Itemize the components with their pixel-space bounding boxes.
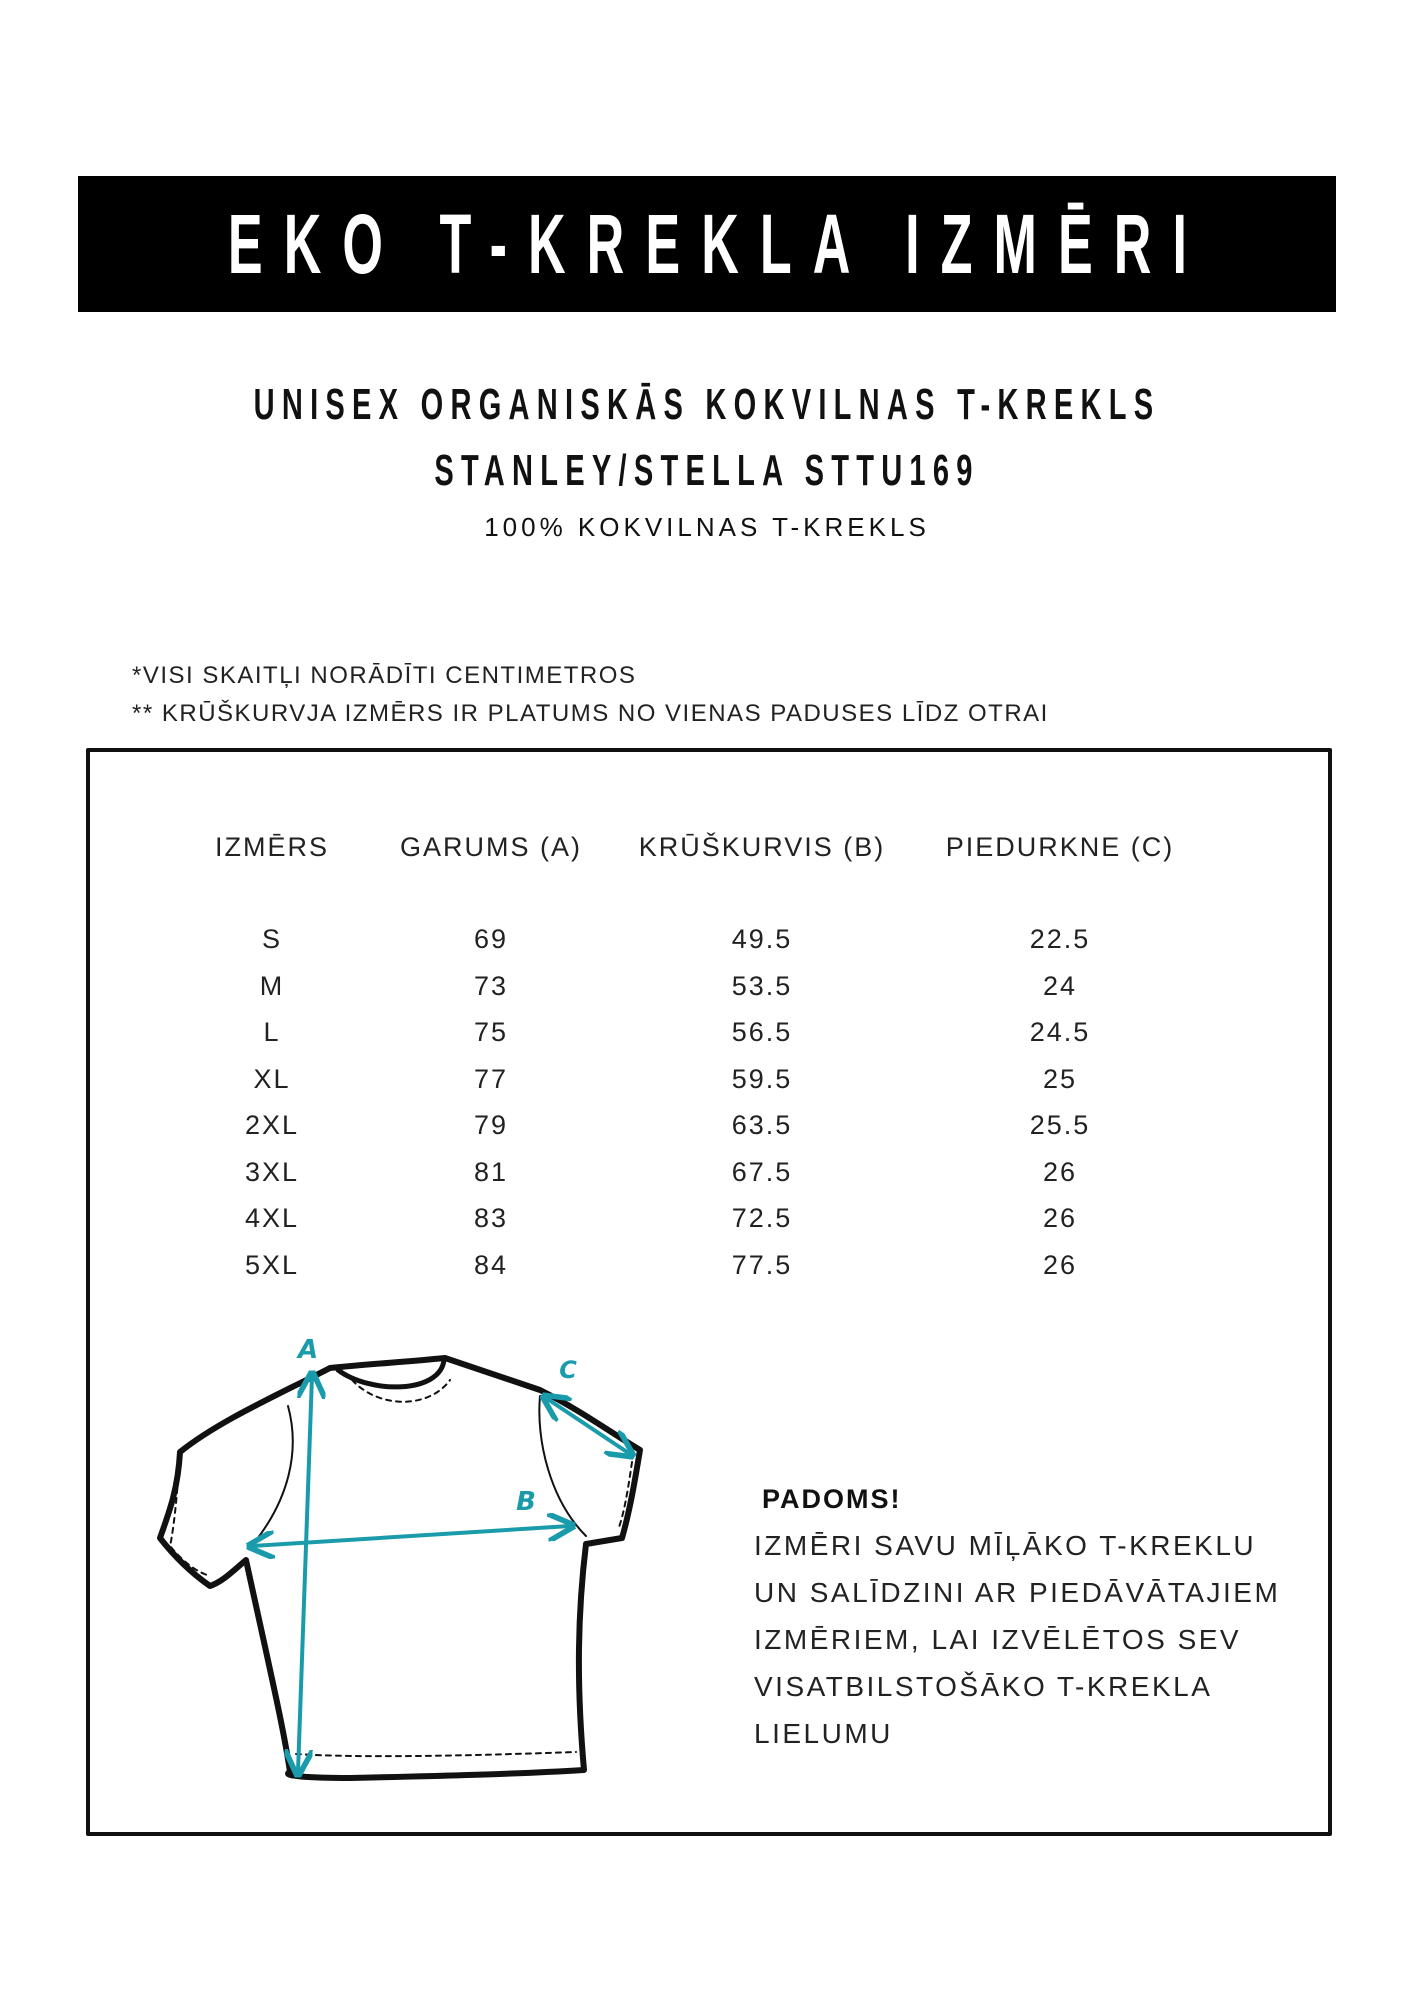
cell-size: 3XL xyxy=(244,1156,300,1187)
cell-size: 4XL xyxy=(244,1203,300,1233)
note-units: *VISI SKAITĻI NORĀDĪTI CENTIMETROS xyxy=(132,662,637,689)
cell-sleeve: 24.5 xyxy=(1029,1017,1091,1047)
cell-length: 83 xyxy=(473,1203,509,1233)
cell-length: 73 xyxy=(473,970,509,1001)
tshirt-outline xyxy=(160,1358,640,1778)
cell-sleeve: 25 xyxy=(1042,1063,1078,1094)
cell-sleeve: 26 xyxy=(1042,1249,1078,1280)
product-model: STANLEY/STELLA STTU169 xyxy=(434,446,980,495)
tshirt-measurement-diagram xyxy=(140,1310,660,1790)
table-row xyxy=(0,1203,1414,1250)
cell-sleeve: 26 xyxy=(1042,1203,1078,1233)
cell-chest: 59.5 xyxy=(731,1063,793,1094)
arrow-length-a xyxy=(298,1376,312,1772)
title-banner xyxy=(78,176,1336,312)
cell-chest: 56.5 xyxy=(731,1017,793,1047)
cell-chest: 72.5 xyxy=(731,1203,793,1233)
tip-line: LIELUMU xyxy=(754,1718,893,1749)
tip-line: IZMĒRI SAVU MĪĻĀKO T-KREKLU xyxy=(754,1530,1257,1561)
header-chest: KRŪŠKURVIS (B) xyxy=(638,832,886,862)
cell-length: 69 xyxy=(473,924,509,954)
cell-chest: 67.5 xyxy=(731,1156,793,1187)
cell-size: 5XL xyxy=(244,1249,300,1280)
label-a: A xyxy=(297,1335,319,1365)
cell-size: L xyxy=(263,1017,281,1047)
table-row xyxy=(0,971,1414,1018)
table-row xyxy=(0,1017,1414,1064)
label-c: C xyxy=(559,1356,577,1384)
tip-line: VISATBILSTOŠĀKO T-KREKLA xyxy=(754,1671,1213,1702)
cell-size: XL xyxy=(253,1063,291,1094)
cell-sleeve: 25.5 xyxy=(1029,1110,1091,1140)
cell-sleeve: 22.5 xyxy=(1029,924,1091,954)
cell-chest: 77.5 xyxy=(731,1249,793,1280)
product-material: 100% KOKVILNAS T-KREKLS xyxy=(484,512,930,542)
cell-length: 75 xyxy=(473,1017,509,1047)
cell-chest: 63.5 xyxy=(731,1110,793,1140)
cell-chest: 49.5 xyxy=(731,924,793,954)
table-row xyxy=(0,1110,1414,1157)
header-length: GARUMS (A) xyxy=(400,832,582,862)
page-title: EKO T-KREKLA IZMĒRI xyxy=(227,196,1208,291)
table-row xyxy=(0,924,1414,971)
cell-sleeve: 24 xyxy=(1042,970,1078,1001)
tip-title: PADOMS! xyxy=(762,1484,902,1514)
arrow-sleeve-c xyxy=(546,1398,630,1454)
arrow-chest-b xyxy=(252,1526,570,1546)
cell-length: 81 xyxy=(473,1156,509,1187)
cell-size: 2XL xyxy=(244,1110,300,1140)
product-name: UNISEX ORGANISKĀS KOKVILNAS T-KREKLS xyxy=(253,380,1161,429)
measurement-arrows xyxy=(252,1376,630,1772)
label-b: B xyxy=(516,1487,536,1517)
cell-length: 84 xyxy=(473,1249,509,1280)
note-chest: ** KRŪŠKURVJA IZMĒRS IR PLATUMS NO VIENAS PADUSES LĪDZ OTRAI xyxy=(132,700,1049,727)
table-row xyxy=(0,1250,1414,1297)
cell-size: S xyxy=(261,924,283,954)
table-row xyxy=(0,1157,1414,1204)
table-row xyxy=(0,1064,1414,1111)
cell-size: M xyxy=(259,970,285,1001)
cell-chest: 53.5 xyxy=(731,970,793,1001)
tip-line: IZMĒRIEM, LAI IZVĒLĒTOS SEV xyxy=(754,1624,1242,1655)
cell-length: 79 xyxy=(473,1110,509,1140)
cell-length: 77 xyxy=(473,1063,509,1094)
cell-sleeve: 26 xyxy=(1042,1156,1078,1187)
header-sleeve: PIEDURKNE (C) xyxy=(945,832,1175,862)
header-size: IZMĒRS xyxy=(214,832,330,862)
tip-line: UN SALĪDZINI AR PIEDĀVĀTAJIEM xyxy=(754,1577,1281,1608)
size-table xyxy=(0,924,1414,1296)
